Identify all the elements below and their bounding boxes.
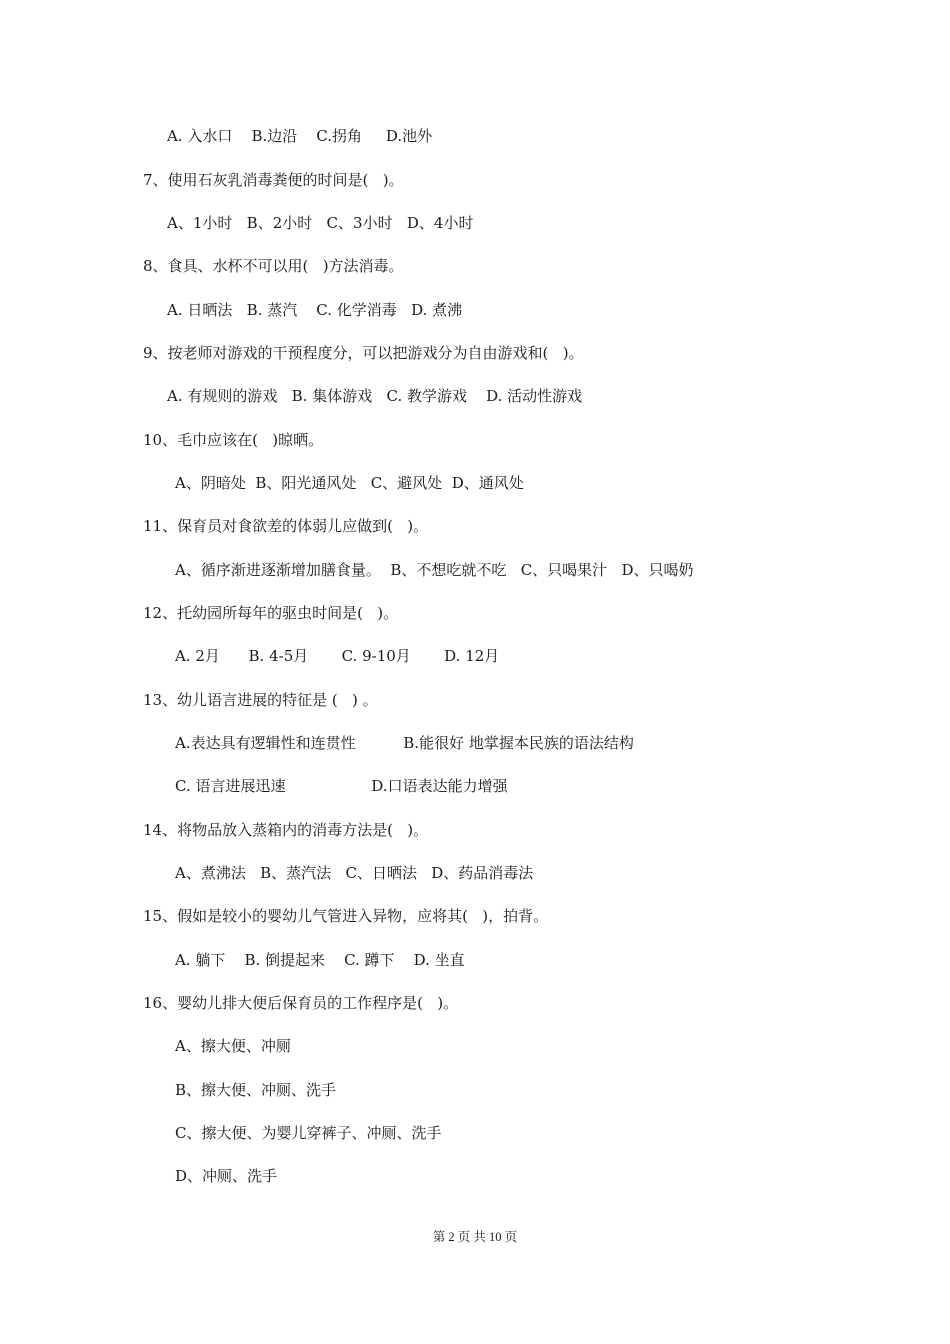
q15-question: 15、假如是较小的婴幼儿气管进入异物，应将其( )，拍背。	[143, 907, 549, 925]
q6-options: A. 入水口 B.边沿 C.拐角 D.池外	[167, 127, 433, 145]
q9-question: 9、按老师对游戏的干预程度分，可以把游戏分为自由游戏和( )。	[143, 344, 584, 362]
q11-options: A、循序渐进逐渐增加膳食量。 B、不想吃就不吃 C、只喝果汁 D、只喝奶	[175, 561, 694, 579]
q16-option-d: D、冲厕、洗手	[175, 1167, 278, 1185]
q11-question: 11、保育员对食欲差的体弱儿应做到( )。	[143, 517, 429, 535]
q8-options: A. 日晒法 B. 蒸汽 C. 化学消毒 D. 煮沸	[167, 301, 463, 319]
q16-option-c: C、擦大便、为婴儿穿裤子、冲厕、洗手	[175, 1124, 442, 1142]
q9-options: A. 有规则的游戏 B. 集体游戏 C. 教学游戏 D. 活动性游戏	[167, 387, 583, 405]
q16-option-a: A、擦大便、冲厕	[175, 1037, 291, 1055]
q13-options-row1: A.表达具有逻辑性和连贯性 B.能很好 地掌握本民族的语法结构	[175, 734, 634, 752]
q14-question: 14、将物品放入蒸箱内的消毒方法是( )。	[143, 821, 429, 839]
q7-question: 7、使用石灰乳消毒粪便的时间是( )。	[143, 171, 404, 189]
q13-question: 13、幼儿语言进展的特征是 ( ) 。	[143, 691, 378, 709]
q7-options: A、1小时 B、2小时 C、3小时 D、4小时	[167, 214, 474, 232]
q8-question: 8、食具、水杯不可以用( )方法消毒。	[143, 257, 404, 275]
q13-options-row2: C. 语言进展迅速 D.口语表达能力增强	[175, 777, 508, 795]
q14-options: A、煮沸法 B、蒸汽法 C、日晒法 D、药品消毒法	[175, 864, 534, 882]
q16-question: 16、婴幼儿排大便后保育员的工作程序是( )。	[143, 994, 459, 1012]
q10-question: 10、毛巾应该在( )晾晒。	[143, 431, 324, 449]
q12-options: A. 2月 B. 4-5月 C. 9-10月 D. 12月	[175, 647, 500, 665]
q10-options: A、阴暗处 B、阳光通风处 C、避风处 D、通风处	[175, 474, 524, 492]
q16-option-b: B、擦大便、冲厕、洗手	[175, 1081, 337, 1099]
q12-question: 12、托幼园所每年的驱虫时间是( )。	[143, 604, 399, 622]
page-footer: 第 2 页 共 10 页	[432, 1230, 518, 1244]
q15-options: A. 躺下 B. 倒提起来 C. 蹲下 D. 坐直	[175, 951, 465, 969]
